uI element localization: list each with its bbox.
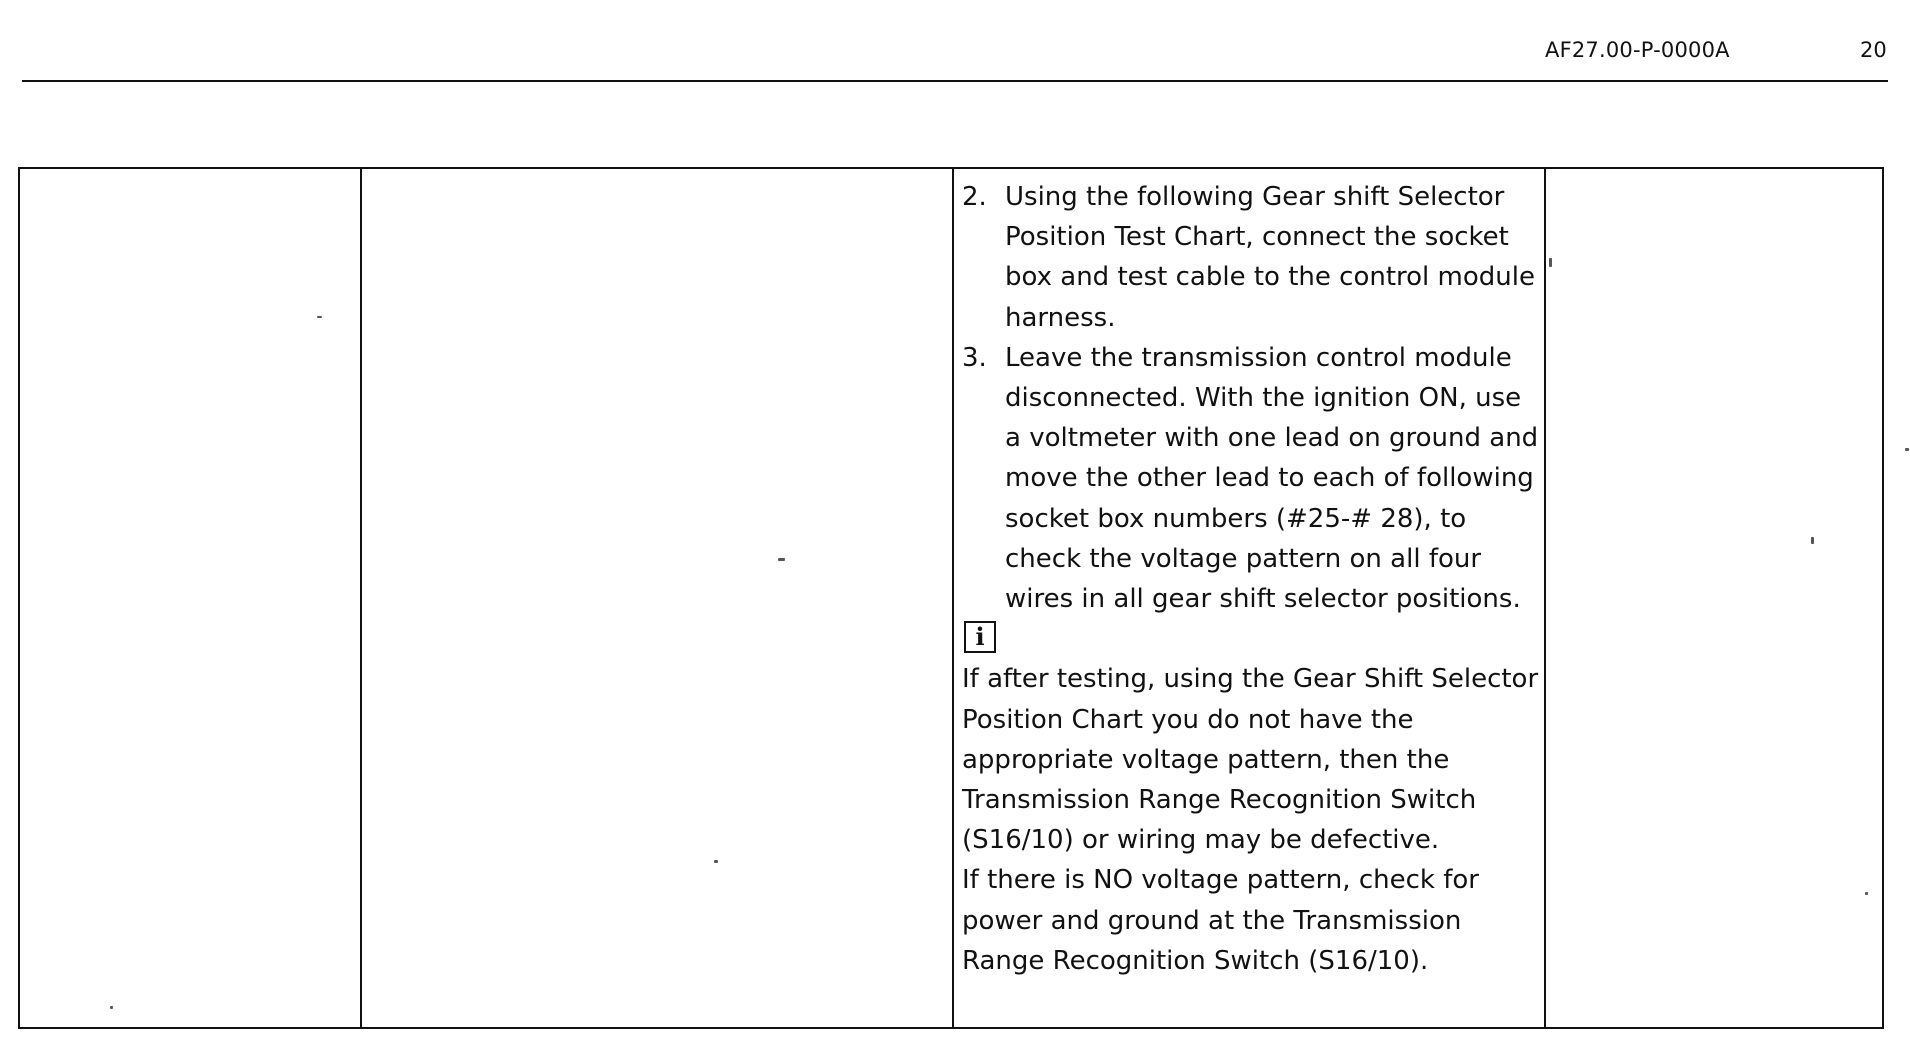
step-text: Leave the transmission control module disconnected. With the ignition ON, use a voltmeter with one lead on ground and move the other lead to each of following socket box numbers (#25-# 28), to check the voltage pattern on all four wires in all gear shift selector positions. [1005, 342, 1539, 615]
procedure-table [18, 167, 1884, 1029]
step-number: 3. [962, 342, 987, 373]
step-list [962, 177, 1544, 619]
step-number: 2. [962, 182, 987, 212]
scan-speck [317, 316, 322, 318]
note-paragraph: If there is NO voltage pattern, check for power and ground at the Transmission Range Recognition Switch (S16/10). [962, 865, 1479, 976]
scan-speck [1905, 448, 1909, 451]
scan-speck [778, 558, 785, 561]
info-icon: i [964, 621, 996, 653]
scan-speck [1811, 537, 1814, 544]
header-rule [22, 80, 1888, 82]
step-item [962, 177, 1544, 338]
note-paragraph: If after testing, using the Gear Shift Selector Position Chart you do not have the appropriate voltage pattern, then the Transmission Range Recognition Switch (S16/10) or wiring may be defective. [962, 664, 1539, 856]
scan-speck [714, 860, 718, 863]
column-divider [1544, 169, 1546, 1027]
scan-speck [110, 1006, 113, 1009]
page-number: 20 [1860, 38, 1887, 62]
column-divider [360, 169, 362, 1027]
info-note [962, 659, 1544, 981]
scan-speck [1865, 892, 1868, 895]
instruction-cell [962, 177, 1544, 981]
document-code: AF27.00-P-0000A [1545, 38, 1730, 62]
column-divider [952, 169, 954, 1027]
scan-speck [1549, 258, 1552, 267]
step-text: Using the following Gear shift Selector Position Test Chart, connect the socket box and test cable to the control module harness. [1005, 182, 1535, 333]
step-item [962, 338, 1544, 619]
